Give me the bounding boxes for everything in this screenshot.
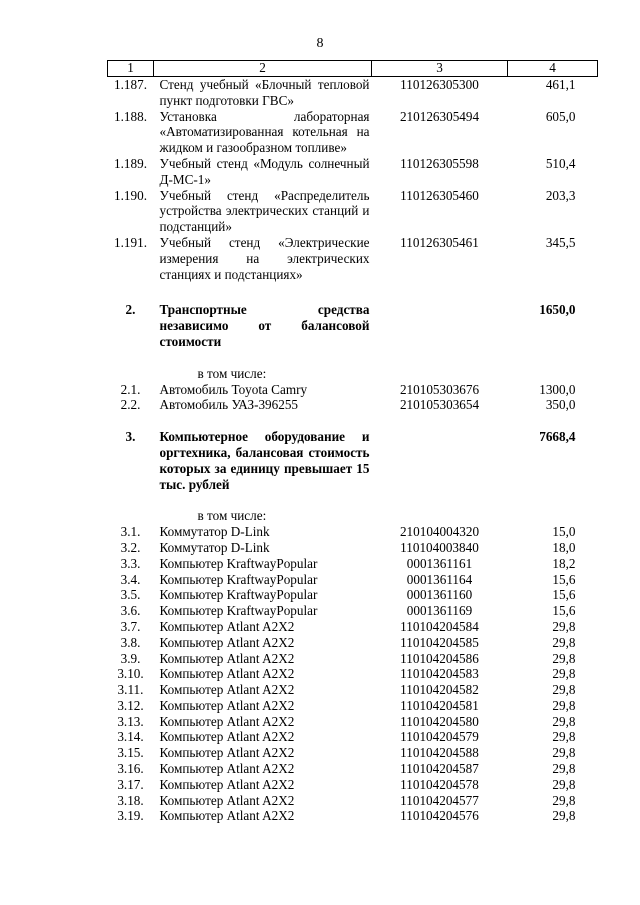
- header-col-3: 3: [372, 61, 508, 77]
- row-name: Компьютер Atlant A2X2: [159, 618, 295, 634]
- row-number: 3.12.: [117, 697, 144, 713]
- table-row: [108, 188, 598, 235]
- row-value: 18,0: [552, 539, 576, 555]
- row-number: 3.1.: [120, 524, 141, 540]
- row-name: Учебный стенд «Модуль солнечный Д-МС-1»: [159, 155, 370, 187]
- page-number: 8: [316, 36, 324, 51]
- row-name: Учебный стенд «Распределитель устройства электрических станций и подстанций»: [159, 187, 370, 235]
- row-value: 29,8: [552, 808, 576, 824]
- row-number: 1.190.: [114, 187, 147, 203]
- row-code: 210126305494: [399, 108, 480, 124]
- row-code: 0001361160: [406, 587, 473, 603]
- row-name: Компьютер Atlant A2X2: [159, 666, 295, 682]
- row-code: 110104204582: [400, 682, 479, 698]
- row-value: 29,8: [552, 761, 576, 777]
- row-code: 210104004320: [399, 524, 480, 540]
- table-header-row: [108, 61, 598, 77]
- row-code: 210105303654: [399, 397, 480, 413]
- row-name: Компьютер Atlant A2X2: [159, 776, 295, 792]
- subheading-text: в том числе:: [197, 365, 267, 381]
- table-row: [108, 698, 598, 714]
- spacer-cell: [108, 282, 598, 302]
- row-number: 3.6.: [120, 603, 141, 619]
- row-name: Компьютер KraftwayPopular: [159, 571, 318, 587]
- row-number: 3.7.: [120, 618, 141, 634]
- row-number: 2.1.: [120, 381, 141, 397]
- section-row: [108, 429, 598, 492]
- row-number: 3.18.: [117, 792, 144, 808]
- row-name: Компьютер Atlant A2X2: [159, 682, 295, 698]
- row-code: 0001361164: [406, 571, 473, 587]
- row-code: 0001361169: [406, 603, 473, 619]
- row-number: 3.: [125, 429, 136, 445]
- row-code: 110126305461: [400, 234, 479, 250]
- row-name: Транспортные средства независимо от балансовой стоимости: [159, 302, 370, 349]
- row-value: 203,3: [545, 187, 576, 203]
- row-value: 29,8: [552, 776, 576, 792]
- row-code: 110126305460: [400, 187, 479, 203]
- spacer-cell: [108, 413, 598, 429]
- table-row: [108, 397, 598, 413]
- row-code: 110104204585: [400, 634, 479, 650]
- row-name: Коммутатор D-Link: [159, 524, 270, 540]
- table-row: [108, 745, 598, 761]
- row-code: 110104204584: [400, 618, 479, 634]
- row-number: 3.14.: [117, 729, 144, 745]
- table-row: [108, 572, 598, 588]
- row-code: 110104204576: [400, 808, 479, 824]
- inventory-table: [107, 60, 598, 824]
- row-code: [372, 302, 508, 349]
- row-value: 29,8: [552, 745, 576, 761]
- row-value: 29,8: [552, 713, 576, 729]
- row-name: Компьютер KraftwayPopular: [159, 587, 318, 603]
- subheading-row: [108, 508, 598, 524]
- table-row: [108, 619, 598, 635]
- row-number: 3.9.: [120, 650, 141, 666]
- header-col-2: 2: [154, 61, 372, 77]
- spacer-row: [108, 492, 598, 508]
- row-name: Компьютер Atlant A2X2: [159, 745, 295, 761]
- row-name: Коммутатор D-Link: [159, 539, 270, 555]
- row-number: 3.11.: [117, 682, 144, 698]
- row-code: 110104204586: [400, 650, 479, 666]
- row-name: Компьютер KraftwayPopular: [159, 603, 318, 619]
- table-row: [108, 603, 598, 619]
- row-name: Компьютер Atlant A2X2: [159, 697, 295, 713]
- table-row: [108, 714, 598, 730]
- row-value: 15,6: [552, 571, 576, 587]
- row-number: 3.10.: [117, 666, 144, 682]
- row-number: 3.2.: [120, 539, 141, 555]
- row-name: Компьютерное оборудование и оргтехника, балансовая стоимость которых за единицу превышает 15 тыс. рублей: [159, 429, 370, 492]
- row-number: 3.17.: [117, 776, 144, 792]
- table-row: [108, 651, 598, 667]
- subheading-row: [108, 366, 598, 382]
- row-code: 210105303676: [399, 381, 480, 397]
- row-code: 110104204583: [400, 666, 479, 682]
- row-code: 110104003840: [400, 539, 479, 555]
- row-value: 29,8: [552, 618, 576, 634]
- table-row: [108, 235, 598, 282]
- row-code: 110104204577: [400, 792, 479, 808]
- row-value: 29,8: [552, 729, 576, 745]
- table-row: [108, 540, 598, 556]
- row-code: 110104204587: [400, 761, 479, 777]
- row-code: [372, 429, 508, 492]
- row-value: 1300,0: [539, 381, 576, 397]
- row-name: Автомобиль Toyota Camry: [159, 381, 308, 397]
- row-number: 3.13.: [117, 713, 144, 729]
- row-value: 18,2: [552, 555, 576, 571]
- row-value: 29,8: [552, 682, 576, 698]
- row-value: 29,8: [552, 634, 576, 650]
- row-number: 3.3.: [120, 555, 141, 571]
- table-row: [108, 109, 598, 156]
- empty-cell: [108, 508, 154, 524]
- row-code: 110104204581: [400, 697, 479, 713]
- table-row: [108, 808, 598, 824]
- row-number: 3.15.: [117, 745, 144, 761]
- row-name: Учебный стенд «Электрические измерения на электрических станциях и подстанциях»: [159, 234, 370, 282]
- row-value: 510,4: [545, 155, 576, 171]
- header-col-4: 4: [508, 61, 598, 77]
- row-value: 29,8: [552, 666, 576, 682]
- spacer-row: [108, 350, 598, 366]
- spacer-row: [108, 413, 598, 429]
- table-row: [108, 587, 598, 603]
- row-name: Установка лабораторная «Автоматизированная котельная на жидком и газообразном топливе»: [159, 108, 370, 156]
- row-code: 0001361161: [406, 555, 473, 571]
- table-row: [108, 382, 598, 398]
- header-col-1: 1: [108, 61, 154, 77]
- row-name: Компьютер Atlant A2X2: [159, 713, 295, 729]
- table-row: [108, 682, 598, 698]
- row-value: 15,6: [552, 587, 576, 603]
- row-number: 1.191.: [114, 234, 147, 250]
- row-value: 1650,0: [539, 302, 576, 318]
- row-value: 345,5: [545, 234, 576, 250]
- row-number: 1.187.: [114, 77, 147, 92]
- row-number: 3.4.: [120, 571, 141, 587]
- row-code: 110104204579: [400, 729, 479, 745]
- table-row: [108, 761, 598, 777]
- row-name: Компьютер KraftwayPopular: [159, 555, 318, 571]
- table-row: [108, 77, 598, 109]
- row-name: Стенд учебный «Блочный тепловой пункт подготовки ГВС»: [159, 77, 370, 108]
- row-code: 110104204578: [400, 776, 479, 792]
- spacer-row: [108, 282, 598, 302]
- table-row: [108, 556, 598, 572]
- spacer-cell: [108, 350, 598, 366]
- row-number: 3.19.: [117, 808, 144, 824]
- table-row: [108, 729, 598, 745]
- table-row: [108, 793, 598, 809]
- row-name: Компьютер Atlant A2X2: [159, 808, 295, 824]
- row-value: 350,0: [545, 397, 576, 413]
- row-number: 2.: [125, 302, 136, 318]
- row-number: 1.188.: [114, 108, 147, 124]
- table-row: [108, 777, 598, 793]
- table-row: [108, 666, 598, 682]
- row-value: 15,6: [552, 603, 576, 619]
- row-code: 110126305300: [400, 77, 479, 92]
- subheading-text: в том числе:: [197, 508, 267, 524]
- row-value: 29,8: [552, 792, 576, 808]
- row-value: 605,0: [545, 108, 576, 124]
- row-name: Компьютер Atlant A2X2: [159, 792, 295, 808]
- row-value: 7668,4: [539, 429, 576, 445]
- row-name: Компьютер Atlant A2X2: [159, 729, 295, 745]
- row-name: Компьютер Atlant A2X2: [159, 761, 295, 777]
- row-number: 3.16.: [117, 761, 144, 777]
- row-value: 15,0: [552, 524, 576, 540]
- row-number: 1.189.: [114, 155, 147, 171]
- row-code: 110126305598: [400, 155, 479, 171]
- row-name: Компьютер Atlant A2X2: [159, 634, 295, 650]
- spacer-cell: [108, 492, 598, 508]
- section-row: [108, 302, 598, 349]
- row-code: 110104204588: [400, 745, 479, 761]
- empty-cell: [108, 366, 154, 382]
- table-row: [108, 635, 598, 651]
- row-value: 461,1: [545, 77, 576, 92]
- row-code: 110104204580: [400, 713, 479, 729]
- row-value: 29,8: [552, 697, 576, 713]
- row-number: 3.5.: [120, 587, 141, 603]
- row-number: 3.8.: [120, 634, 141, 650]
- row-value: 29,8: [552, 650, 576, 666]
- row-name: Компьютер Atlant A2X2: [159, 650, 295, 666]
- row-number: 2.2.: [120, 397, 141, 413]
- row-name: Автомобиль УАЗ-396255: [159, 397, 299, 413]
- table-row: [108, 524, 598, 540]
- table-row: [108, 156, 598, 188]
